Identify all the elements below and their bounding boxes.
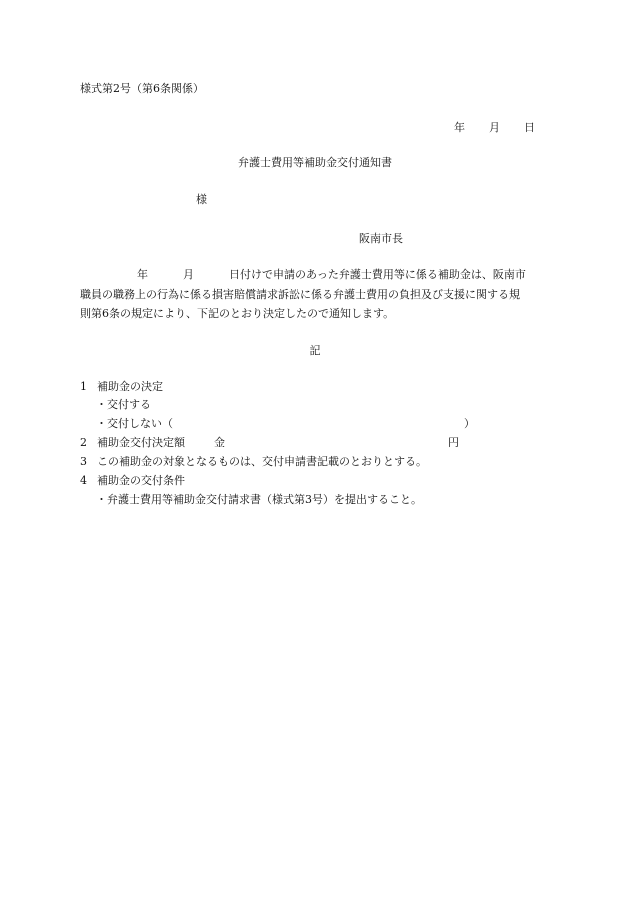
body-line-1 (80, 268, 526, 281)
item-3 (80, 455, 427, 468)
item-4-condition: ・弁護士費用等補助金交付請求書（様式第3号）を提出すること。 (96, 493, 422, 506)
date-day-label: 日 (524, 121, 535, 134)
item-2 (80, 436, 185, 449)
item-1-number: 1 (80, 380, 87, 393)
issuer-name: 阪南市長 (359, 232, 403, 245)
item-4 (80, 474, 185, 487)
body-line-2: 職員の職務上の行為に係る損害賠償請求訴訟に係る弁護士費用の負担及び支援に関する規 (80, 288, 520, 301)
date-year-label: 年 (454, 121, 465, 134)
item-1-option-grant: ・交付する (96, 398, 151, 411)
form-number: 様式第2号（第6条関係） (80, 82, 204, 95)
document-title: 弁護士費用等補助金交付通知書 (238, 156, 392, 169)
item-3-number: 3 (80, 455, 87, 468)
body-line-3: 則第6条の規定により、下記のとおり決定したので通知します。 (80, 307, 395, 320)
date-line (454, 121, 535, 134)
item-4-number: 4 (80, 474, 87, 487)
item-1-option-deny: ・交付しない（ (96, 417, 173, 430)
ki-heading: 記 (309, 344, 321, 357)
body-month-label: 月 (183, 268, 194, 281)
item-2-number: 2 (80, 436, 87, 449)
item-2-label: 補助金交付決定額 (97, 436, 185, 449)
item-1 (80, 380, 163, 393)
body-year-label: 年 (137, 268, 148, 281)
date-month-label: 月 (489, 121, 500, 134)
item-4-label: 補助金の交付条件 (97, 474, 185, 487)
item-1-option-deny-close: ） (464, 417, 475, 430)
item-2-kin: 金 (214, 436, 225, 449)
item-1-label: 補助金の決定 (97, 380, 163, 393)
body-line-1-text: 日付けで申請のあった弁護士費用等に係る補助金は、阪南市 (229, 268, 526, 281)
addressee-suffix: 様 (196, 193, 207, 206)
item-2-yen: 円 (448, 436, 459, 449)
item-3-text: この補助金の対象となるものは、交付申請書記載のとおりとする。 (97, 455, 427, 468)
